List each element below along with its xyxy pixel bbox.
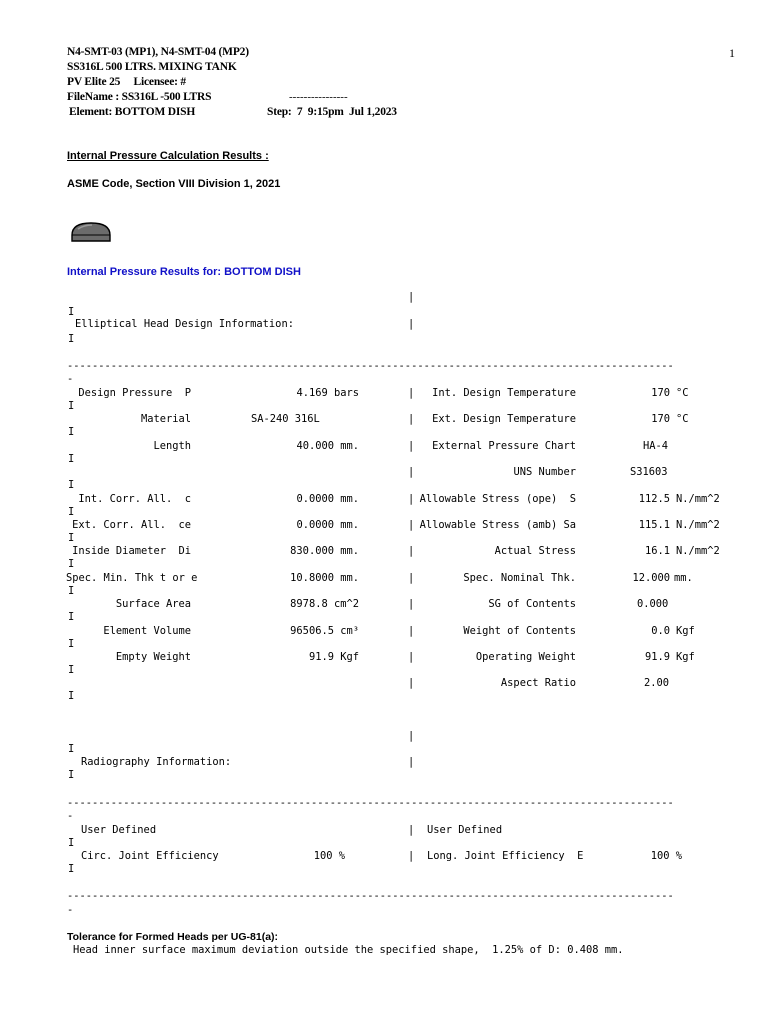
pipe: | [408,493,415,505]
results-title: Internal Pressure Results for: BOTTOM DISH [67,266,301,278]
design-right-value: HA-4 [643,440,669,452]
design-right-unit: °C [676,387,689,399]
design-right-label: Ext. Design Temperature [432,413,576,425]
design-right-unit: N./mm^2 [676,519,720,531]
pipe: I [68,611,75,623]
header-filename: FileName : SS316L -500 LTRS [67,91,212,103]
header-line-1: N4-SMT-03 (MP1), N4-SMT-04 (MP2) [67,46,249,58]
design-right-label: UNS Number [513,466,576,478]
pipe: I [68,479,75,491]
design-left-label: Material [140,413,191,425]
page-title: Internal Pressure Calculation Results : [67,150,269,162]
pipe: I [68,453,75,465]
design-left-value: 0.0000 mm. [296,519,359,531]
pipe: I [68,306,75,318]
design-right-label: Weight of Contents [463,625,576,637]
design-left-label: Ext. Corr. All. ce [72,519,191,531]
pipe: I [68,506,75,518]
pipe: I [68,863,75,875]
header-step: Step: 7 9:15pm Jul 1,2023 [267,106,397,118]
design-right-value: 115.1 [638,519,670,531]
pipe: | [408,519,415,531]
design-left-label: Inside Diameter Di [72,545,191,557]
design-left-value: 0.0000 mm. [296,493,359,505]
circ-joint-efficiency-value: 100 % [313,850,345,862]
radiography-left-type: User Defined [81,824,157,836]
design-right-value: 0.000 [637,598,669,610]
pipe: | [408,677,415,689]
design-right-label: SG of Contents [488,598,576,610]
pipe: I [68,769,75,781]
design-right-value: 91.9 [644,651,670,663]
pipe: I [68,837,75,849]
design-left-label: Spec. Min. Thk t or e [66,572,198,584]
design-right-unit: °C [676,413,689,425]
pipe: I [68,426,75,438]
divider-tail: - [67,810,74,822]
long-joint-efficiency-value: 100 % [650,850,682,862]
design-left-value: 8978.8 cm^2 [290,598,359,610]
divider: ------------------------------------------------------------------------------------------------- [67,890,674,902]
pipe: | [408,756,415,768]
divider-tail: - [67,373,74,385]
design-right-label: Allowable Stress (amb) Sa [419,519,576,531]
pipe: I [68,638,75,650]
pipe: | [408,572,415,584]
pipe: | [408,413,415,425]
pipe: | [408,387,415,399]
design-right-value: 16.1 [644,545,670,557]
design-left-label: Int. Corr. All. c [78,493,191,505]
pipe: | [408,291,415,303]
design-right-unit: Kgf [676,651,695,663]
pipe: | [408,318,415,330]
pipe: | [408,625,415,637]
pipe: I [68,743,75,755]
design-left-label: Surface Area [115,598,191,610]
pipe: | [408,824,415,836]
code-title: ASME Code, Section VIII Division 1, 2021 [67,178,281,190]
pipe: I [68,532,75,544]
design-left-value: SA-240 316L [251,413,320,425]
pipe: | [408,440,415,452]
elliptical-head-icon [70,221,112,243]
pipe: | [408,651,415,663]
header-line-2: SS316L 500 LTRS. MIXING TANK [67,61,237,73]
design-left-label: Element Volume [103,625,191,637]
tolerance-text: Head inner surface maximum deviation outside the specified shape, 1.25% of D: 0.408 mm. [73,944,624,956]
divider: ------------------------------------------------------------------------------------------------- [67,360,674,372]
design-left-value: 96506.5 cm³ [290,625,359,637]
design-right-label: External Pressure Chart [432,440,576,452]
design-right-unit: Kgf [676,625,695,637]
design-right-unit: N./mm^2 [676,545,720,557]
design-right-label: Spec. Nominal Thk. [463,572,576,584]
design-right-label: Allowable Stress (ope) S [419,493,576,505]
design-right-unit: N./mm^2 [676,493,720,505]
divider: ------------------------------------------------------------------------------------------------- [67,797,674,809]
pipe: I [68,664,75,676]
design-right-value: 170 [651,413,670,425]
header-line-3: PV Elite 25 Licensee: # [67,76,186,88]
pipe: | [408,730,415,742]
pipe: | [408,466,415,478]
design-right-value: 12.000 [632,572,670,584]
header-element: Element: BOTTOM DISH [69,106,196,118]
pipe: I [68,690,75,702]
design-right-label: Aspect Ratio [500,677,576,689]
design-right-value: S31603 [630,466,668,478]
page-number: 1 [729,46,735,60]
design-left-label: Empty Weight [115,651,191,663]
design-left-label: Length [153,440,191,452]
circ-joint-efficiency-label: Circ. Joint Efficiency [81,850,219,862]
design-right-label: Actual Stress [494,545,576,557]
radiography-right-type: User Defined [427,824,503,836]
pipe: | [408,545,415,557]
pipe: I [68,558,75,570]
pipe: | [408,850,415,862]
long-joint-efficiency-label: Long. Joint Efficiency E [427,850,584,862]
header-dashes: ---------------- [289,91,348,103]
design-right-unit: mm. [674,572,693,584]
pipe: I [68,585,75,597]
design-right-value: 170 [651,387,670,399]
design-right-label: Operating Weight [475,651,576,663]
pipe: I [68,400,75,412]
design-left-label: Design Pressure P [78,387,191,399]
design-left-value: 10.8000 mm. [290,572,359,584]
pipe: I [68,333,75,345]
design-right-value: 2.00 [644,677,670,689]
design-right-value: 112.5 [638,493,670,505]
design-left-value: 40.000 mm. [296,440,359,452]
pipe: | [408,598,415,610]
divider-tail: - [67,904,74,916]
design-right-label: Int. Design Temperature [432,387,576,399]
design-left-value: 830.000 mm. [290,545,359,557]
design-left-value: 91.9 Kgf [308,651,359,663]
design-right-value: 0.0 [651,625,670,637]
tolerance-title: Tolerance for Formed Heads per UG-81(a): [67,931,279,943]
design-left-value: 4.169 bars [296,387,359,399]
design-info-title: Elliptical Head Design Information: [75,318,294,330]
radiography-title: Radiography Information: [81,756,232,768]
